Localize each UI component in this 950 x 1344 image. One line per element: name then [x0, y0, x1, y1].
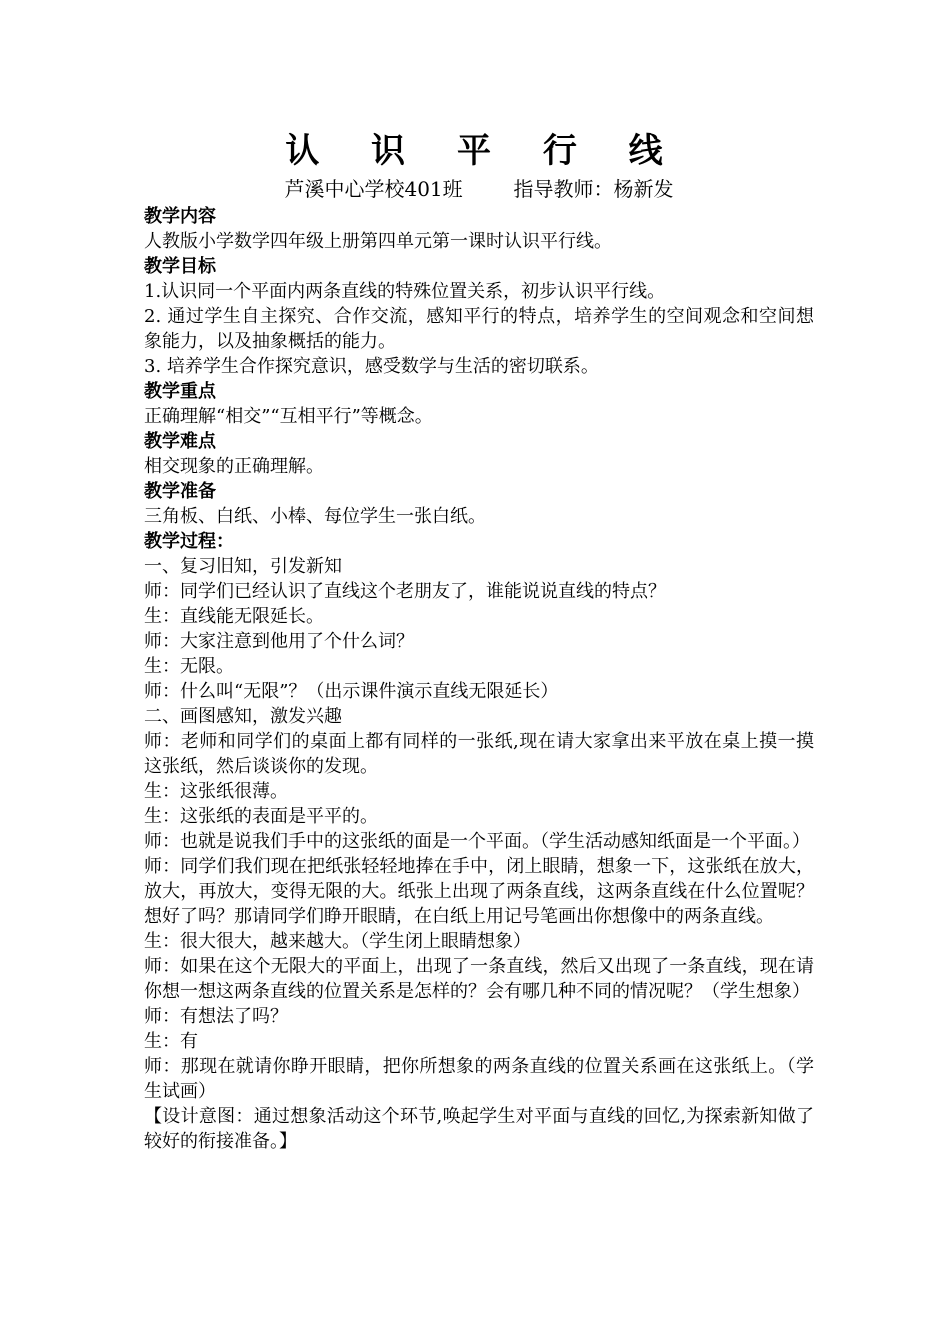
paragraph: 一、复习旧知，引发新知: [144, 556, 342, 577]
paragraph: 人教版小学数学四年级上册第四单元第一课时认识平行线。: [144, 231, 612, 252]
paragraph: 生：这张纸的表面是平平的。: [144, 806, 378, 827]
document-subtitle: 芦溪中心学校401班 指导教师：杨新发: [284, 177, 674, 201]
paragraph: 3. 培养学生合作探究意识，感受数学与生活的密切联系。: [144, 356, 599, 377]
paragraph: 生：有: [144, 1031, 198, 1052]
paragraph: 生：无限。: [144, 656, 234, 677]
paragraph: 二、画图感知，激发兴趣: [144, 706, 342, 727]
paragraph: 三角板、白纸、小棒、每位学生一张白纸。: [144, 506, 486, 527]
paragraph: 生：很大很大，越来越大。（学生闭上眼睛想象）: [144, 931, 531, 952]
section-heading: 教学重点: [144, 381, 216, 402]
paragraph: 师：老师和同学们的桌面上都有同样的一张纸,现在请大家拿出来平放在桌上摸一摸这张纸，然后谈谈你的发现。: [144, 731, 814, 777]
section-heading: 教学难点: [144, 431, 216, 452]
paragraph: 师：同学们我们现在把纸张轻轻地捧在手中，闭上眼睛，想象一下，这张纸在放大，放大，再放大，变得无限的大。纸张上出现了两条直线，这两条直线在什么位置呢？想好了吗？那请同学们睁开眼睛，在白纸上用记号笔画出你想像中的两条直线。: [144, 856, 814, 927]
paragraph: 正确理解“相交”“互相平行”等概念。: [144, 406, 433, 427]
paragraph: 师：那现在就请你睁开眼睛，把你所想象的两条直线的位置关系画在这张纸上。（学生试画）: [144, 1056, 814, 1102]
paragraph: 师：同学们已经认识了直线这个老朋友了，谁能说说直线的特点？: [144, 581, 666, 602]
paragraph: 相交现象的正确理解。: [144, 456, 324, 477]
section-heading: 教学内容: [144, 206, 216, 227]
paragraph: 师：有想法了吗？: [144, 1006, 288, 1027]
paragraph: 2. 通过学生自主探究、合作交流，感知平行的特点，培养学生的空间观念和空间想象能力，以及抽象概括的能力。: [144, 306, 814, 352]
paragraph: 【设计意图：通过想象活动这个环节,唤起学生对平面与直线的回忆,为探索新知做了较好的衔接准备。】: [144, 1106, 814, 1152]
paragraph: 师：大家注意到他用了个什么词？: [144, 631, 414, 652]
document-page: [144, 128, 814, 1154]
section-heading: 教学过程：: [144, 531, 234, 552]
paragraph: 师：什么叫“无限”？（出示课件演示直线无限延长）: [144, 681, 559, 702]
document-body: [144, 204, 814, 1154]
paragraph: 生：这张纸很薄。: [144, 781, 288, 802]
section-heading: 教学准备: [144, 481, 216, 502]
paragraph: 师：也就是说我们手中的这张纸的面是一个平面。（学生活动感知纸面是一个平面。）: [144, 831, 810, 852]
paragraph: 生：直线能无限延长。: [144, 606, 324, 627]
paragraph: 师：如果在这个无限大的平面上，出现了一条直线，然后又出现了一条直线，现在请你想一想这两条直线的位置关系是怎样的？会有哪几种不同的情况呢？（学生想象）: [144, 956, 814, 1002]
document-title: 认 识 平 行 线: [285, 131, 683, 171]
section-heading: 教学目标: [144, 256, 216, 277]
paragraph: 1.认识同一个平面内两条直线的特殊位置关系，初步认识平行线。: [144, 281, 666, 302]
